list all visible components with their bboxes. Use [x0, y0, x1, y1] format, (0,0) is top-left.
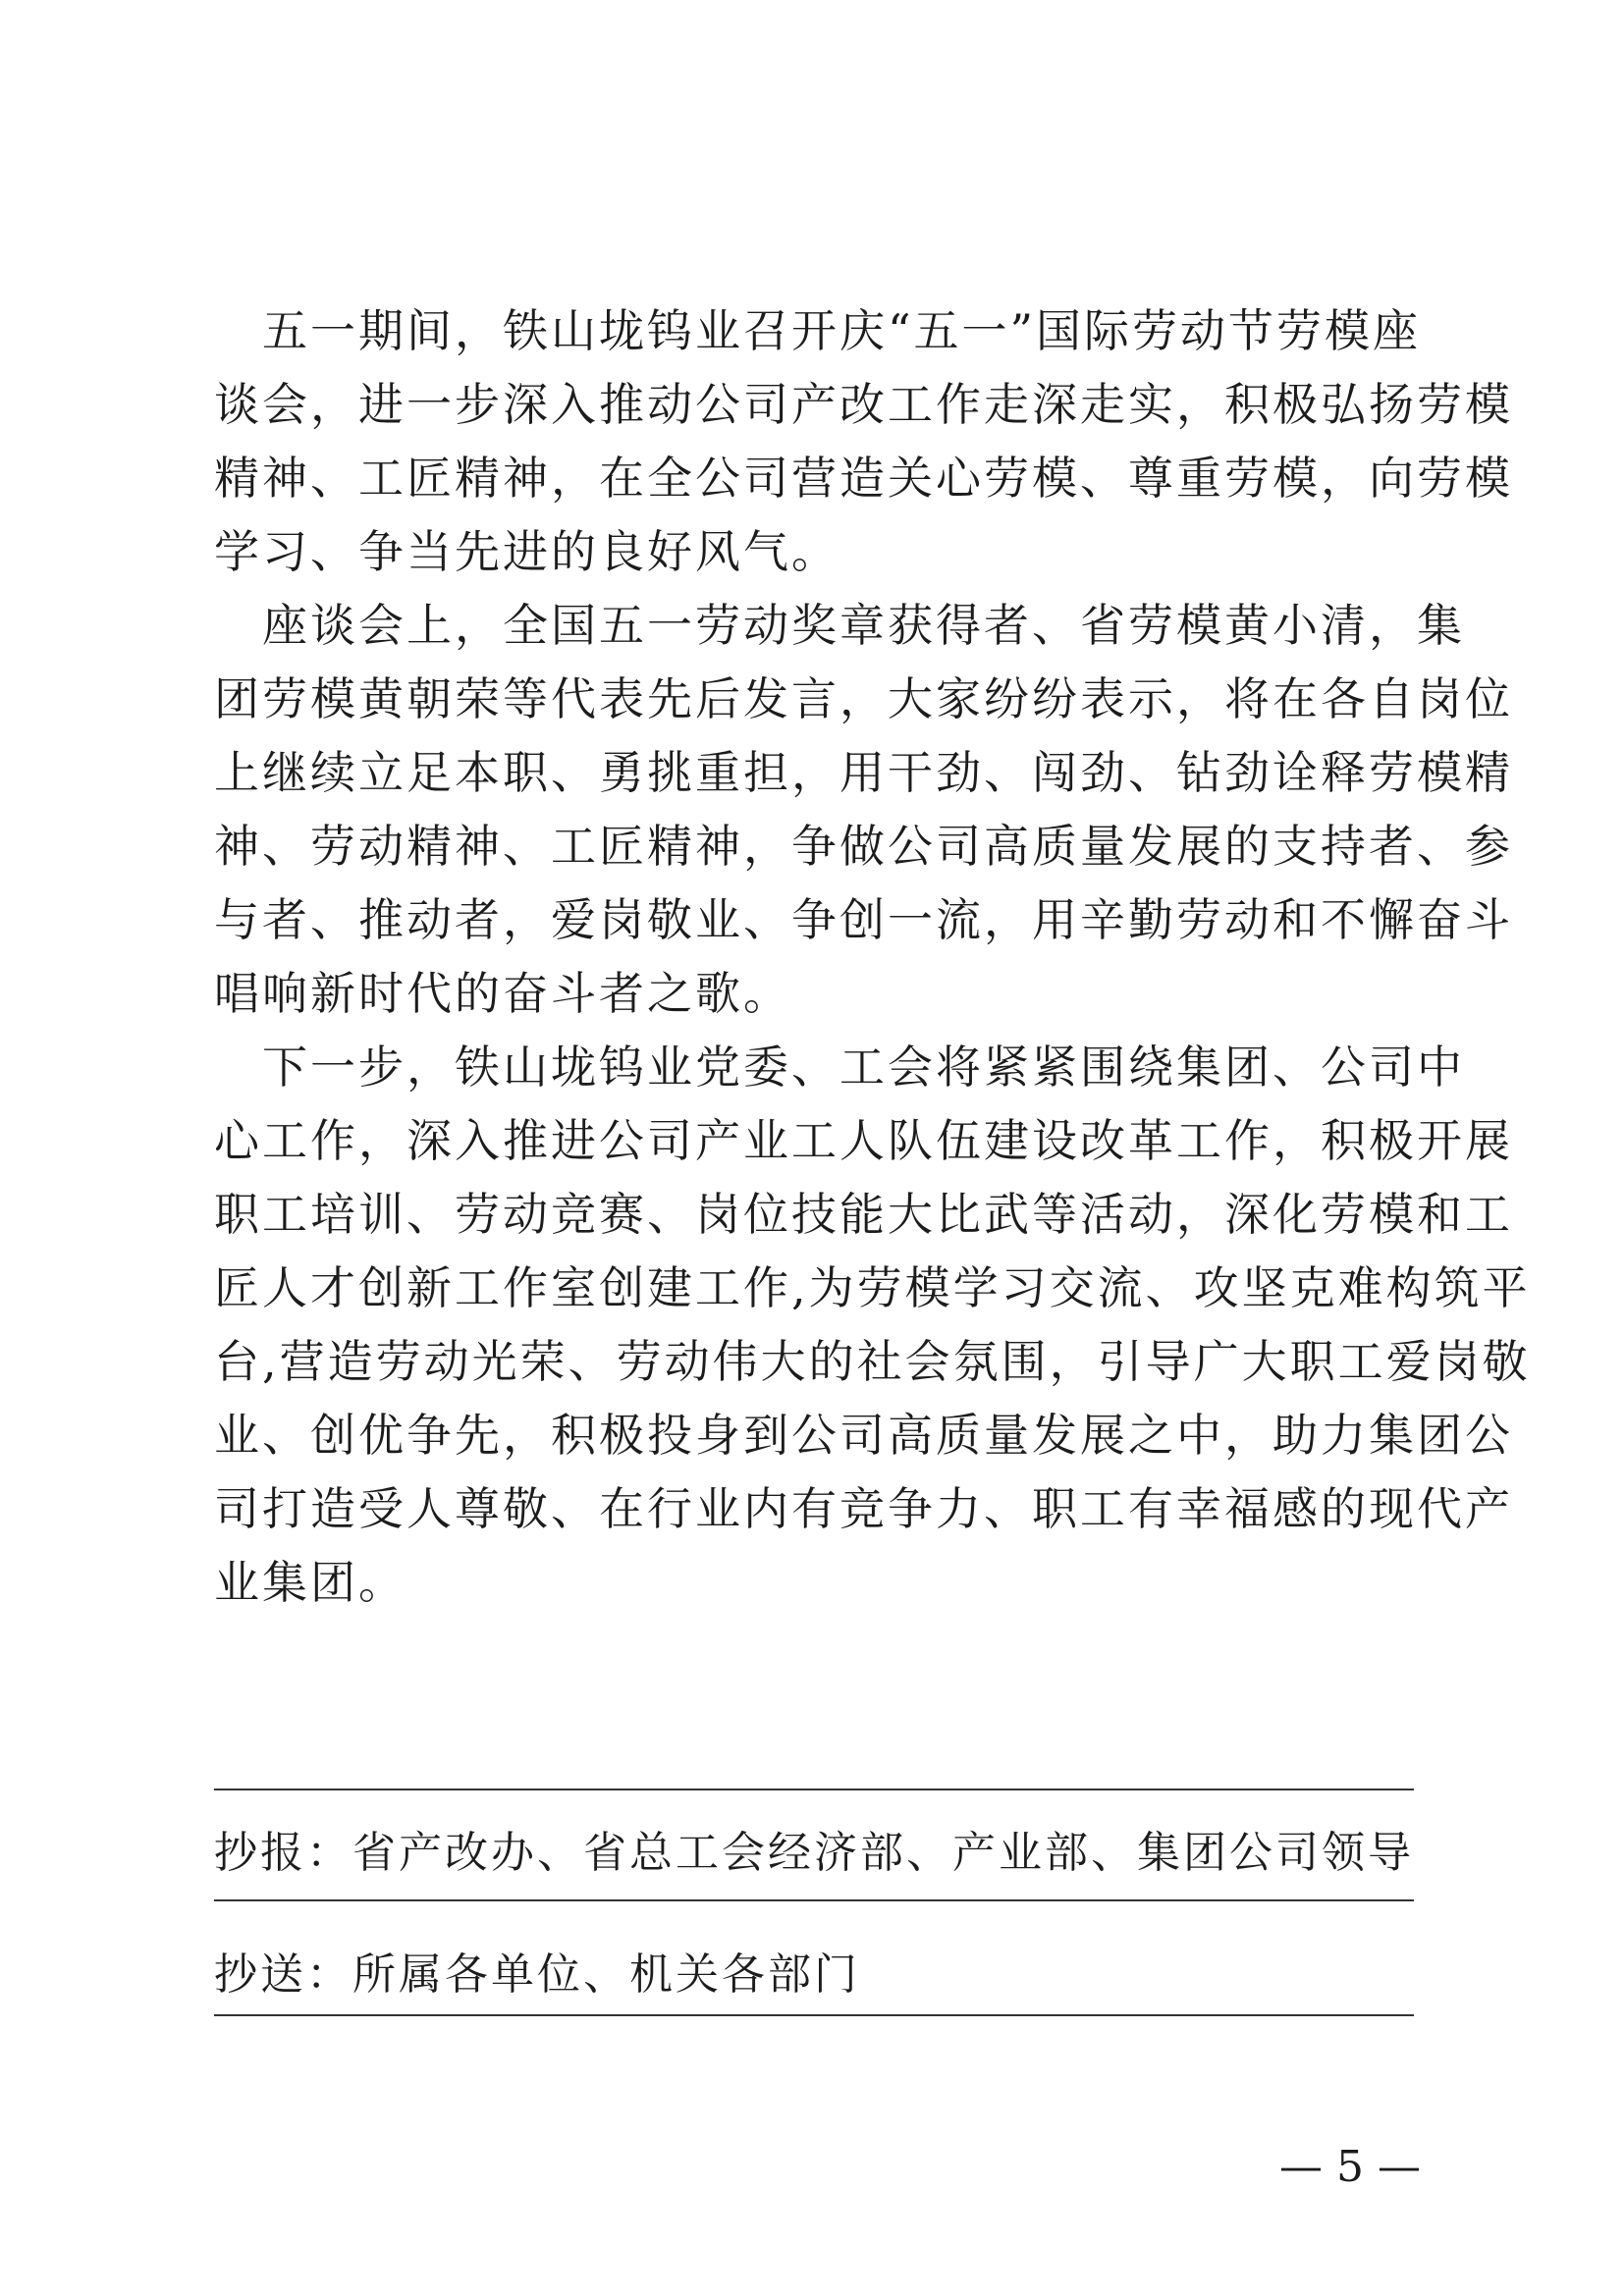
body-text-line: 匠人才创新工作室创建工作,为劳模学习交流、攻坚克难构筑平: [214, 1261, 1531, 1314]
divider-bottom: [214, 2014, 1414, 2016]
body-text-line: 心工作，深入推进公司产业工人队伍建设改革工作，积极开展: [214, 1114, 1513, 1167]
divider-middle: [214, 1899, 1414, 1901]
body-text-line: 与者、推动者，爱岗敬业、争创一流，用辛勤劳动和不懈奋斗: [214, 893, 1513, 946]
body-text-line: 五一期间，铁山垅钨业召开庆“五一”国际劳动节劳模座: [214, 304, 1422, 357]
body-text-line: 司打造受人尊敬、在行业内有竞争力、职工有幸福感的现代产: [214, 1482, 1513, 1535]
body-text-line: 谈会，进一步深入推动公司产改工作走深走实，积极弘扬劳模: [214, 378, 1513, 431]
body-text-line: 精神、工匠精神，在全公司营造关心劳模、尊重劳模，向劳模: [214, 452, 1513, 505]
body-text-line: 座谈会上，全国五一劳动奖章获得者、省劳模黄小清，集: [214, 599, 1465, 652]
divider-top: [214, 1789, 1414, 1790]
body-text-line: 业、创优争先，积极投身到公司高质量发展之中，助力集团公: [214, 1409, 1513, 1462]
body-text-line: 学习、争当先进的良好风气。: [214, 525, 839, 578]
body-text-line: 唱响新时代的奋斗者之歌。: [214, 967, 791, 1020]
body-text-line: 业集团。: [214, 1556, 406, 1609]
body-text-line: 台,营造劳动光荣、劳动伟大的社会氛围，引导广大职工爱岗敬: [214, 1335, 1531, 1388]
page-number: — 5 —: [1279, 2142, 1421, 2192]
body-text-line: 神、劳动精神、工匠精神，争做公司高质量发展的支持者、参: [214, 820, 1513, 873]
body-text-line: 职工培训、劳动竞赛、岗位技能大比武等活动，深化劳模和工: [214, 1188, 1513, 1241]
body-text-line: 上继续立足本职、勇挑重担，用干劲、闯劲、钻劲诠释劳模精: [214, 746, 1513, 799]
cc-send-line: 抄送：所属各单位、机关各部门: [214, 1949, 860, 2000]
body-text-line: 下一步，铁山垅钨业党委、工会将紧紧围绕集团、公司中: [214, 1041, 1465, 1094]
cc-report-line: 抄报：省产改办、省总工会经济部、产业部、集团公司领导: [214, 1828, 1414, 1878]
body-text-line: 团劳模黄朝荣等代表先后发言，大家纷纷表示，将在各自岗位: [214, 672, 1513, 725]
